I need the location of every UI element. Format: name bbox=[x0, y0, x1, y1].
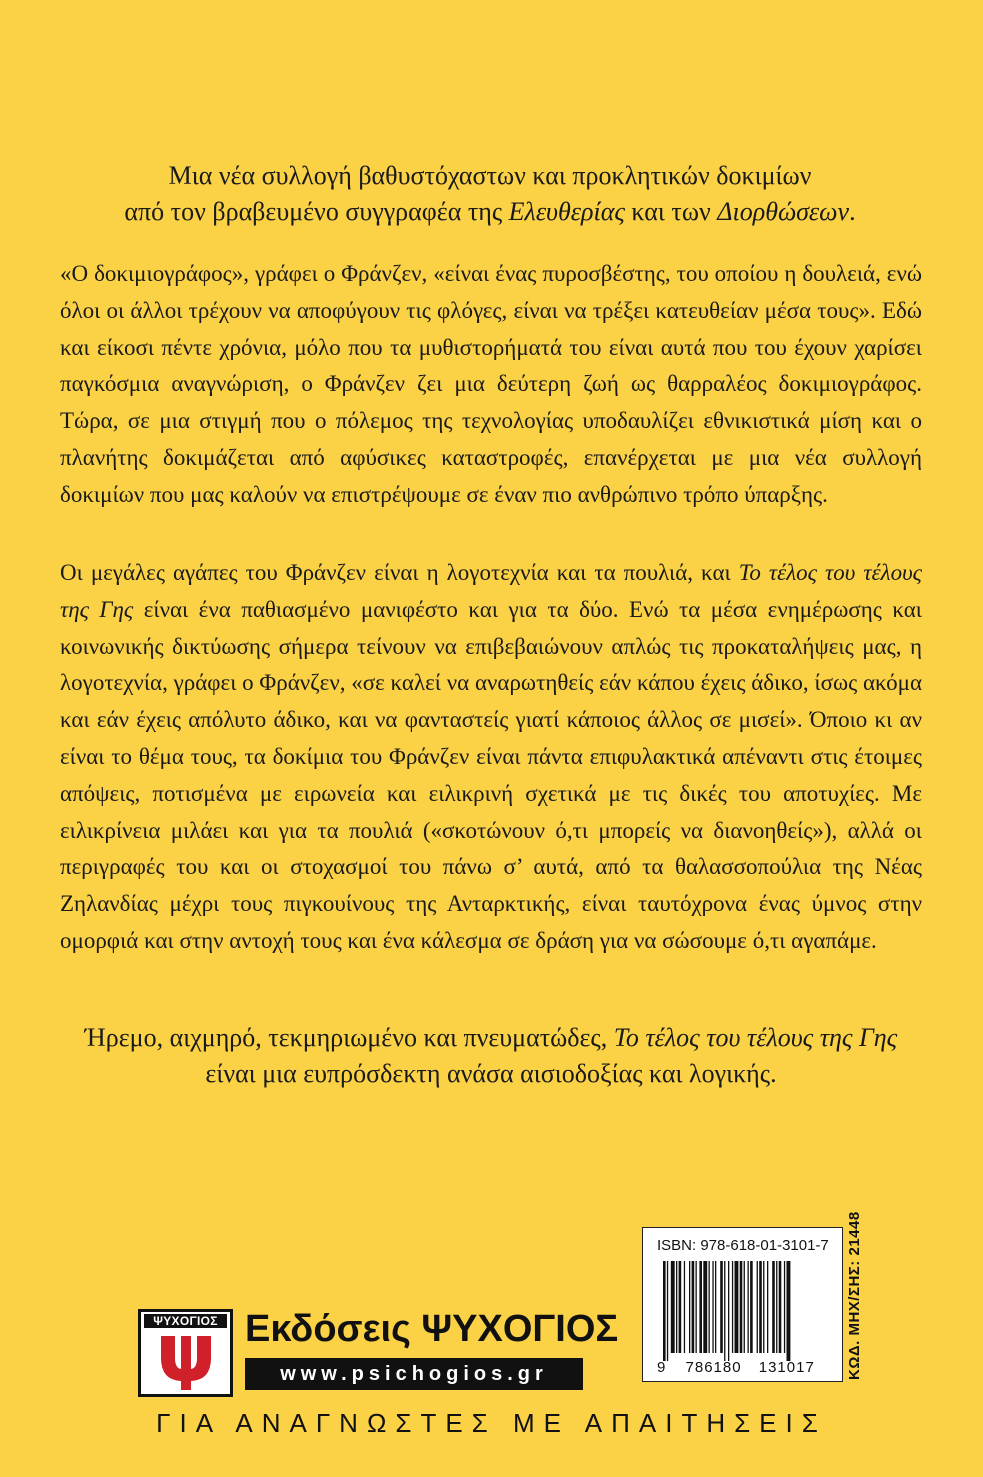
publisher-tagline: ΓΙΑ ΑΝΑΓΝΩΣΤΕΣ ΜΕ ΑΠΑΙΤΗΣΕΙΣ bbox=[156, 1408, 827, 1438]
barcode-digits-right: 131017 bbox=[758, 1359, 815, 1376]
barcode-bar bbox=[750, 1261, 753, 1353]
paragraph-2 bbox=[60, 555, 922, 960]
publisher-logo bbox=[138, 1309, 233, 1397]
product-code: ΚΩΔ. ΜΗΧ/ΣΗΣ: 21448 bbox=[846, 1211, 863, 1380]
barcode-bar bbox=[671, 1261, 675, 1353]
book-title-closing: Το τέλος του τέλους της Γης bbox=[613, 1023, 898, 1052]
barcode-bar bbox=[692, 1261, 695, 1353]
outro-line-1 bbox=[60, 1020, 922, 1056]
barcode-bar bbox=[776, 1261, 777, 1353]
barcode-bar bbox=[715, 1261, 716, 1353]
barcode-bar bbox=[735, 1261, 739, 1353]
barcode-bar bbox=[667, 1261, 668, 1361]
book-title-inline: Το τέλος του τέλους της Γης bbox=[60, 560, 922, 622]
barcode-bar bbox=[740, 1261, 743, 1353]
barcode-bar bbox=[759, 1261, 762, 1353]
isbn-label: ISBN: 978-618-01-3101-7 bbox=[657, 1237, 829, 1254]
barcode-digit-lead: 9 bbox=[657, 1359, 667, 1376]
psi-icon bbox=[157, 1332, 215, 1394]
intro-line-2-a: από τον βραβευμένο συγγραφέα της bbox=[124, 197, 509, 226]
barcode-bar bbox=[684, 1261, 685, 1353]
logo-label: ΨΥΧΟΓΙΟΣ bbox=[144, 1314, 227, 1328]
publisher-website[interactable]: www.psichogios.gr bbox=[245, 1358, 583, 1390]
barcode-bar bbox=[767, 1261, 768, 1353]
outro-line-1-a: Ήρεμο, αιχμηρό, τεκμηριωμένο και πνευματώδες, bbox=[84, 1023, 614, 1052]
barcode-bars bbox=[663, 1261, 833, 1361]
publisher-name: Εκδόσεις ΨΥΧΟΓΙΟΣ bbox=[245, 1308, 619, 1350]
barcode-bar bbox=[712, 1261, 713, 1353]
barcode-bar bbox=[709, 1261, 710, 1353]
paragraph-2-b: είναι ένα παθιασμένο μανιφέστο και για τα δύο. Ενώ τα μέσα ενημέρωσης και κοινωνικής δικτύωσης σήμερα τείνουν να επιβεβαιώνουν απλώς τις προκαταλήψεις μας, η λογοτεχνία, γράφει ο Φράνζεν, «σε καλεί να αναρωτηθείς εάν κάπου έχεις άδικο, ίσως ακόμα και εάν έχεις απόλυτο άδικο, και να φανταστείς γιατί κάποιος άλλος σε μισεί». Όποιο κι αν είναι το θέμα τους, τα δοκίμια του Φράνζεν είναι πάντα επιφυλακτικά απέναντι στις έτοιμες απόψεις, ποτισμένα με ειρωνεία και ειλικρινή σχετικά με τις δικές του αποτυχίες. Με ειλικρίνεια μιλάει και για τα πουλιά («σκοτώνουν ό,τι μπορείς να διανοηθείς»), αλλά οι περιγραφές του και οι στοχασμοί του πάνω σ’ αυτά, από τα θαλασσοπούλια της Νέας Ζηλανδίας μέχρι τους πιγκουίνους της Ανταρκτικής, είναι ταυτόχρονα ένας ύμνος στην ομορφιά και στην αντοχή τους και ένα κάλεσμα σε δράση για να σώσουμε ό,τι αγαπάμε. bbox=[60, 596, 922, 953]
barcode-bar bbox=[696, 1261, 697, 1353]
barcode-digits-left: 786180 bbox=[685, 1359, 742, 1376]
intro-line-1: Μια νέα συλλογή βαθυστόχαστων και προκλητικών δοκιμίων bbox=[168, 161, 812, 190]
barcode-bar bbox=[784, 1261, 785, 1353]
barcode-bar bbox=[744, 1261, 745, 1353]
barcode-bar bbox=[772, 1261, 775, 1353]
barcode-bar bbox=[748, 1261, 749, 1353]
barcode-bar bbox=[703, 1261, 707, 1353]
barcode-bar bbox=[689, 1261, 690, 1353]
barcode-bar bbox=[676, 1261, 677, 1353]
intro-line-2-b: και των bbox=[624, 197, 718, 226]
barcode-bar bbox=[679, 1261, 682, 1353]
title-eleftheria: Ελευθερίας bbox=[508, 197, 625, 226]
intro-line-2-c: . bbox=[849, 197, 856, 226]
intro-line-2 bbox=[90, 194, 890, 230]
barcode-bar bbox=[732, 1261, 733, 1353]
intro-blurb bbox=[90, 158, 890, 230]
barcode-digits bbox=[657, 1359, 837, 1376]
barcode-bar bbox=[728, 1261, 729, 1361]
paragraph-1: «Ο δοκιμιογράφος», γράφει ο Φράνζεν, «είναι ένας πυροσβέστης, του οποίου η δουλειά, ενώ όλοι οι άλλοι τρέχουν να αποφύγουν τις φλόγες, είναι να τρέξει κατευθείαν μέσα τους». Εδώ και είκοσι πέντε χρόνια, μόλο που τα μυθιστορήματά του είναι αυτά που του έχουν χαρίσει παγκόσμια αναγνώριση, ο Φράνζεν ζει μια δεύτερη ζωή ως θαρραλέος δοκιμιογράφος. Τώρα, σε μια στιγμή που ο πόλεμος της τεχνολογίας υποδαυλίζει εθνικιστικά μίση και ο πλανήτης δοκιμάζεται από αφύσικες καταστροφές, επανέρχεται με μια νέα συλλογή δοκιμίων που μας καλούν να επιστρέψουμε σε έναν πιο ανθρώπινο τρόπο ύπαρξης. bbox=[60, 261, 922, 507]
barcode-bar bbox=[779, 1261, 782, 1353]
paragraph-2-a: Οι μεγάλες αγάπες του Φράνζεν είναι η λογοτεχνία και τα πουλιά, και bbox=[60, 560, 739, 585]
barcode-bar bbox=[763, 1261, 764, 1353]
barcode-bar bbox=[757, 1261, 758, 1353]
barcode bbox=[642, 1227, 843, 1382]
title-diorthoseis: Διορθώσεων bbox=[717, 197, 850, 226]
barcode-bar bbox=[787, 1261, 791, 1361]
barcode-bar bbox=[663, 1261, 666, 1361]
barcode-bar bbox=[720, 1261, 723, 1353]
barcode-bar bbox=[699, 1261, 702, 1353]
outro-line-2: είναι μια ευπρόσδεκτη ανάσα αισιοδοξίας και λογικής. bbox=[205, 1059, 777, 1088]
closing-blurb bbox=[60, 1020, 922, 1092]
barcode-bar bbox=[724, 1261, 725, 1361]
